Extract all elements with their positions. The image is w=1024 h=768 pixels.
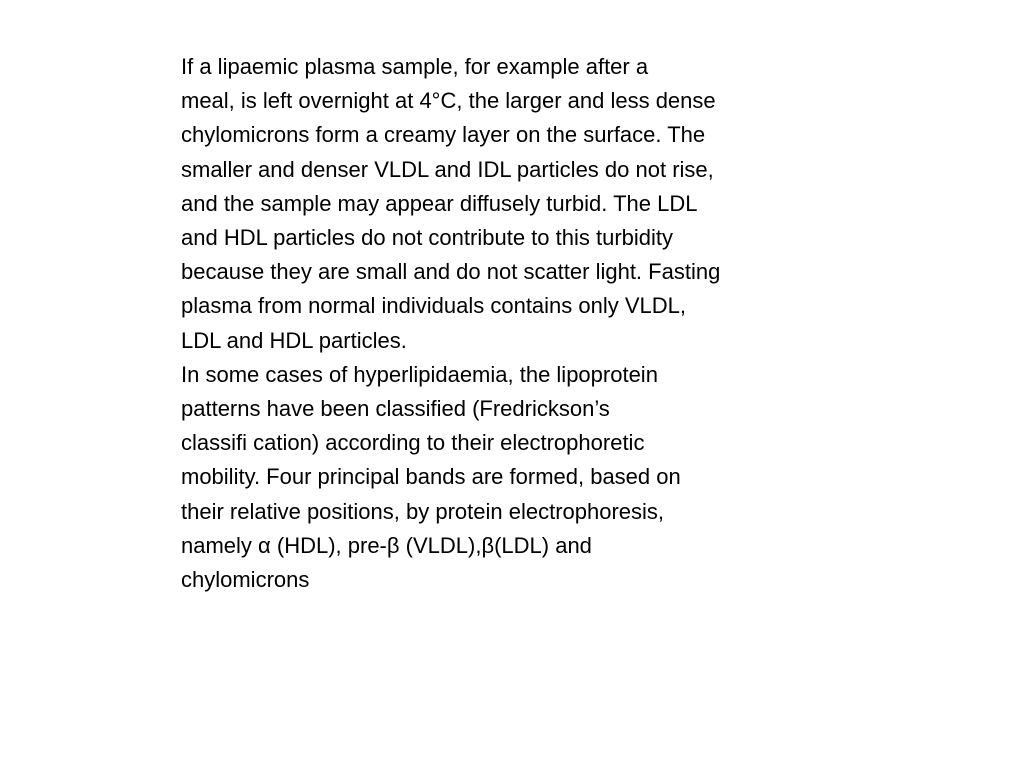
text-line: plasma from normal individuals contains only VLDL, <box>181 293 687 319</box>
text-line: If a lipaemic plasma sample, for example after a <box>181 54 649 79</box>
text-line: meal, is left overnight at 4°C, the larger and less dense <box>181 88 716 114</box>
text-line: and HDL particles do not contribute to this turbidity <box>181 225 674 251</box>
text-line: patterns have been classified (Fredrickson’s <box>181 396 610 422</box>
text-line: In some cases of hyperlipidaemia, the lipoprotein <box>181 361 658 387</box>
text-line: LDL and HDL particles. <box>181 327 407 353</box>
text-line: mobility. Four principal bands are formed, based on <box>181 464 681 490</box>
text-line: classifi cation) according to their electrophoretic <box>181 430 645 456</box>
text-line: chylomicrons <box>181 567 310 593</box>
text-line: chylomicrons form a creamy layer on the surface. The <box>181 122 706 148</box>
text-line: namely α (HDL), pre-β (VLDL),β(LDL) and <box>181 532 592 558</box>
text-line: smaller and denser VLDL and IDL particles do not rise, <box>181 156 714 182</box>
text-line: and the sample may appear diffusely turbid. The LDL <box>181 190 698 216</box>
text-line: their relative positions, by protein electrophoresis, <box>181 498 665 524</box>
body-text <box>181 50 841 597</box>
text-line: because they are small and do not scatter light. Fasting <box>181 259 721 285</box>
